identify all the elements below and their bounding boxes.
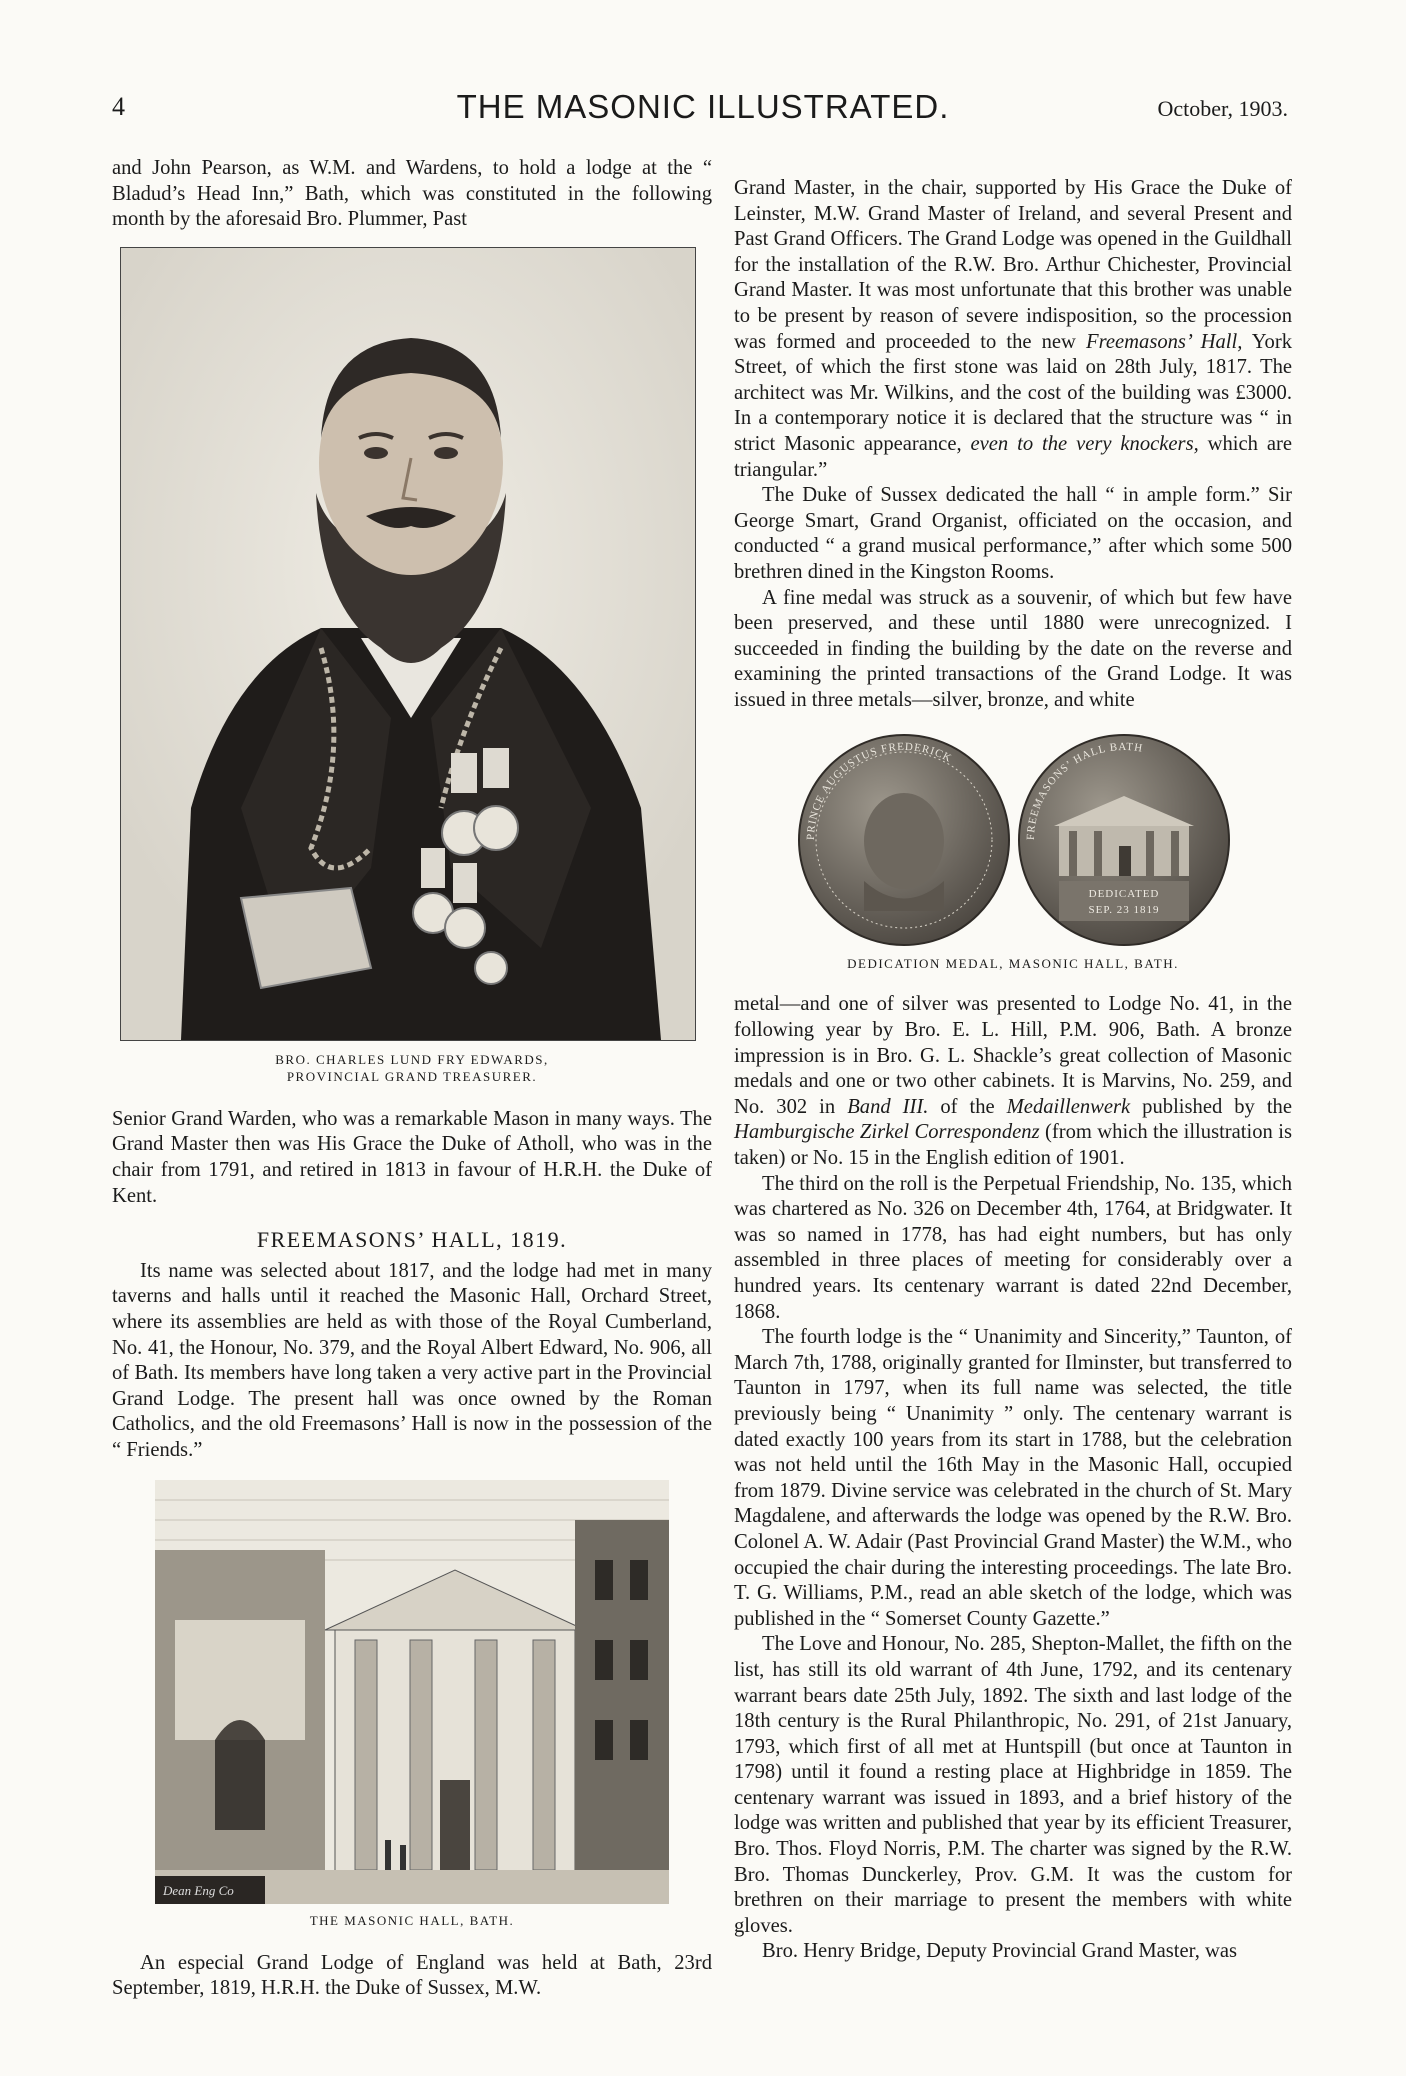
paragraph-especial-grand-lodge: An especial Grand Lodge of England was held at Bath, 23rd September, 1819, H.R.H. the Duke of Sussex, M.W. [112, 1951, 712, 2000]
paragraph-duke-dedicated: The Duke of Sussex dedicated the hall “ in ample form.” Sir George Smart, Grand Organist, officiated on the occasion, and conducted “ a grand musical performance,” after which some 500 brethren dined in the Kingston Rooms. [734, 484, 1292, 583]
paragraph-fine-medal: A fine medal was struck as a souvenir, of which but few have been preserved, and these until 1880 were unrecognized. I succeeded in finding the building by the date on the reverse and examining the printed transactions of the Grand Lodge. It was issued in three metals—silver, bronze, and white [734, 586, 1292, 711]
medal-caption: DEDICATION MEDAL, MASONIC HALL, BATH. [847, 956, 1179, 972]
portrait-image [120, 247, 696, 1041]
hall-caption: THE MASONIC HALL, BATH. [309, 1912, 515, 1928]
text-run: York Street, of which the first stone was laid on 28th July, 1817. The architect was Mr. Wilkins, and the cost of the building was £3000. In a contemporary notice it is declared that the structure was “ in strict Masonic appearance, [734, 330, 1292, 455]
portrait-caption-name: BRO. CHARLES LUND FRY EDWARDS, [275, 1051, 549, 1067]
italic-run: Medaillenwerk [1006, 1095, 1131, 1118]
intro-paragraph: and John Pearson, as W.M. and Wardens, to hold a lodge at the “ Bladud’s Head Inn,” Bath, which was constituted in the following month by the aforesaid Bro. Plummer, Past [112, 157, 712, 231]
left-column [112, 156, 712, 2002]
italic-run: Freemasons’ Hall, [1086, 330, 1243, 353]
hall-image [155, 1480, 669, 1904]
paragraph-grand-master-chair [734, 176, 1292, 483]
hall-figure [112, 1480, 712, 1929]
portrait-caption-title: PROVINCIAL GRAND TREASURER. [286, 1068, 538, 1084]
italic-run: Hamburgische Zirkel Correspondenz [734, 1121, 1040, 1144]
page-number: 4 [112, 92, 125, 121]
paragraph-senior-warden: Senior Grand Warden, who was a remarkable Mason in many ways. The Grand Master then was His Grace the Duke of Atholl, who was in the chair from 1791, and retired in 1813 in favour of H.R.H. the Duke of Kent. [112, 1107, 712, 1207]
text-run: (from which the illustration is taken) or No. 15 in the English edition of 1901. [734, 1121, 1292, 1170]
medal-illustration [734, 731, 1292, 949]
right-column [734, 176, 1292, 1965]
medal-band-text-1: DEDICATED [1088, 888, 1160, 901]
medal-images [734, 731, 1292, 949]
paragraph-love-and-honour: The Love and Honour, No. 285, Shepton-Mallet, the fifth on the list, has still its old warrant of 4th June, 1792, and its centenary warrant bears date 25th July, 1892. The sixth and last lodge of the 18th century is the Rural Philanthropic, No. 291, of 21st January, 1793, which first of all met at Huntspill (but once at Taunton in 1798) until it found a resting place at Highbridge in 1859. The centenary warrant was issued in 1893, and a brief history of the lodge was written and published that year by its efficient Treasurer, Bro. Thos. Floyd Norris, P.M. The charter was signed by the R.W. Bro. Thomas Dunckerley, Prov. G.M. It was the custom for brethren on their marriage to present the members with white gloves. [734, 1633, 1292, 1937]
paragraph-metal-silver [734, 992, 1292, 1171]
text-run: of the [940, 1095, 995, 1118]
text-run: Grand Master, in the chair, supported by His Grace the Duke of Leinster, M.W. Grand Master of Ireland, and several Present and Past Grand Officers. The Grand Lodge was opened in the Guildhall for the installation of the R.W. Bro. Arthur Chichester, Provincial Grand Master. It was most unfortunate that this brother was unable to be present by reason of severe indisposition, so the procession was formed and proceeded to the new [734, 177, 1292, 353]
hall-illustration [155, 1480, 669, 1904]
italic-run: Band III. [847, 1095, 929, 1118]
medal-obverse-legend: PRINCE AUGUSTUS FREDERICK [804, 741, 954, 841]
paragraph-henry-bridge: Bro. Henry Bridge, Deputy Provincial Grand Master, was [762, 1940, 1238, 1963]
portrait-figure [112, 247, 712, 1085]
medal-band-text-2: SEP. 23 1819 [1088, 904, 1160, 917]
engraver-mark: Dean Eng Co [163, 1882, 234, 1898]
text-run: metal—and one of silver was presented to Lodge No. 41, in the following year by Bro. E. L. Hill, P.M. 906, Bath. A bronze impression is in Bro. G. L. Shackle’s great collection of Masonic medals and one or two other cabinets. It is Marvins, No. 259, and No. 302 in [734, 993, 1292, 1118]
page-header [0, 88, 1406, 128]
portrait-illustration [121, 248, 695, 1040]
paragraph-third-lodge: The third on the roll is the Perpetual Friendship, No. 135, which was chartered as No. 326 on December 4th, 1764, at Bridgwater. It was so named in 1778, has had eight numbers, but has only assembled in three places of meeting for considerably over a hundred years. Its centenary warrant is dated 22nd December, 1868. [734, 1172, 1292, 1323]
publication-title: THE MASONIC ILLUSTRATED. [456, 88, 950, 125]
section-heading: FREEMASONS’ HALL, 1819. [256, 1227, 568, 1253]
paragraph-hall-name: Its name was selected about 1817, and the lodge had met in many taverns and halls until it reached the Masonic Hall, Orchard Street, where its assemblies are held as with those of the Royal Cumberland, No. 41, the Honour, No. 379, and the Royal Albert Edward, No. 906, all of Bath. Its members have long taken a very active part in the Provincial Grand Lodge. The present hall was once owned by the Roman Catholics, and the old Freemasons’ Hall is now in the possession of the “ Friends.” [112, 1259, 712, 1461]
issue-date: October, 1903. [1157, 96, 1288, 121]
medal-figure [734, 731, 1292, 972]
medal-reverse-legend: FREEMASONS’ HALL BATH [1024, 741, 1145, 841]
portrait-caption [112, 1051, 712, 1085]
italic-run: even to the very knockers, [970, 432, 1199, 455]
paragraph-fourth-lodge: The fourth lodge is the “ Unanimity and Sincerity,” Taunton, of March 7th, 1788, originally granted for Ilminster, but transferred to Taunton in 1797, when its full name was selected, the title previously being “ Unanimity ” only. The centenary warrant is dated exactly 100 years from its start in 1788, but the celebration was not held until the 16th May in the Masonic Hall, occupied from 1879. Divine service was celebrated in the church of St. Mary Magdalene, and afterwards the lodge was opened by the R.W. Bro. Colonel A. W. Adair (Past Provincial Grand Master) the W.M., who occupied the chair during the interesting proceedings. The late Bro. T. G. Williams, P.M., read an able sketch of the lodge, which was published in the “ Somerset County Gazette.” [734, 1326, 1292, 1630]
text-run: which are triangular.” [734, 432, 1292, 481]
text-run: published by the [1142, 1095, 1292, 1118]
